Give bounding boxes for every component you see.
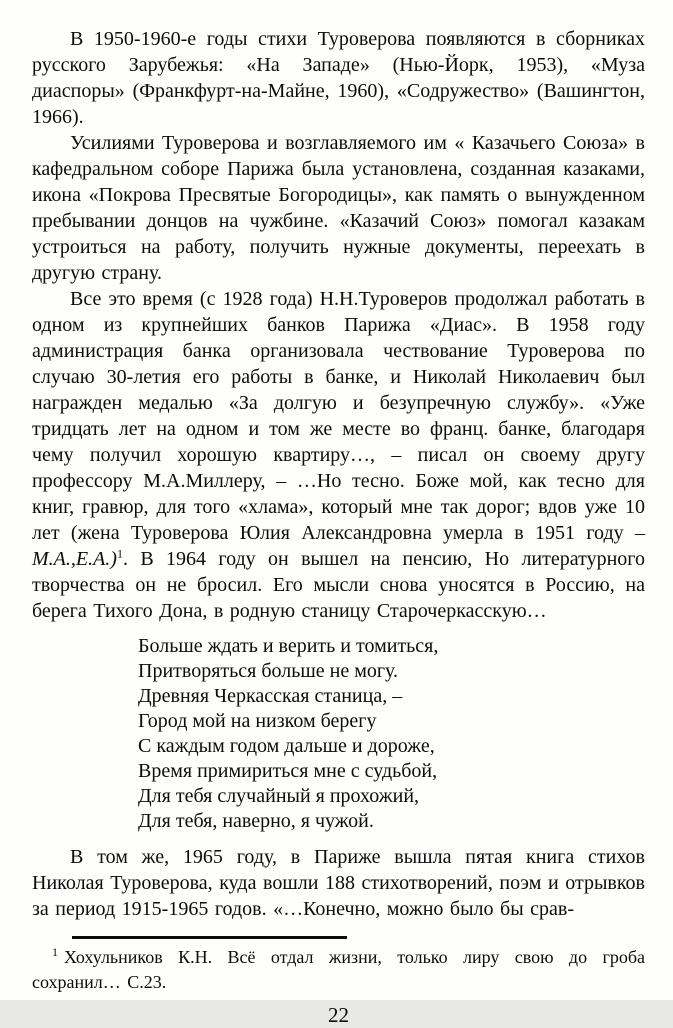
footnote-marker: 1	[52, 945, 58, 959]
body-paragraph-3	[32, 286, 645, 624]
paragraph-text: Все это время (с 1928 года) Н.Н.Туроверов продолжал работать в одном из крупнейших банков Парижа «Диас». В 1958 году администрация банка организовала чествование Туроверова по случаю 30-летия его работы в банке, и Николай Николаевич был награжден медалью «За долгую и безупречную службу». «Уже тридцать лет на одном и том же месте во франц. банке, благодаря чему получил хорошую квартиру…, – писал он своему другу профессору М.А.Миллеру, – …Но тесно. Боже мой, как тесно для книг, гравюр, для того «хлама», который мне так дорог; вдов уже 10 лет (жена Туроверова Юлия Александровна умерла в 1951 году –	[32, 288, 645, 544]
body-paragraph-4: В том же, 1965 году, в Париже вышла пятая книга стихов Николая Туроверова, куда вошли 188 стихотворений, поэм и отрывков за период 1915-1965 годов. «…Конечно, можно было бы срав-	[32, 846, 645, 920]
poem-line: Для тебя случайный я прохожий,	[138, 785, 420, 807]
footnote-separator-rule	[72, 936, 347, 939]
footnote-reference: 1	[116, 546, 123, 561]
poem-line: Больше ждать и верить и томиться,	[138, 635, 439, 657]
footnote-text: Хохульников К.Н. Всё отдал жизни, только лиру свою до гроба сохранил… С.23.	[32, 947, 645, 992]
body-paragraph-2: Усилиями Туроверова и возглавляемого им « Казачьего Союза» в кафедральном соборе Парижа была установлена, созданная казаками, икона «Покрова Пресвятые Богородицы», как память о вынужденном пребывании донцов на чужбине. «Казачий Союз» помогал казакам устроиться на работу, получить нужные документы, переехать в другую страну.	[32, 132, 645, 284]
poem-line: С каждым годом дальше и дороже,	[138, 735, 435, 757]
poem-line: Город мой на низком берегу	[138, 710, 377, 732]
poem-block	[138, 634, 645, 834]
poem-line: Древняя Черкасская станица, –	[138, 685, 403, 707]
paragraph-text: . В 1964 году он вышел на пенсию, Но литературного творчества он не бросил. Его мысли снова уносятся в Россию, на берега Тихого Дона, в родную станицу Старочеркасскую…	[32, 548, 645, 622]
poem-line: Время примириться мне с судьбой,	[138, 760, 438, 782]
footnote	[32, 945, 645, 995]
footnote-area	[32, 936, 645, 995]
poem-line: Для тебя, наверно, я чужой.	[138, 810, 374, 832]
body-paragraph-1: В 1950-1960-е годы стихи Туроверова появляются в сборниках русского Зарубежья: «На Западе» (Нью-Йорк, 1953), «Муза диаспоры» (Франкфурт-на-Майне, 1960), «Содружество» (Вашингтон, 1966).	[32, 28, 645, 128]
page-number: 22	[328, 1003, 349, 1027]
page-body	[32, 26, 645, 922]
italic-initials: М.А.,Е.А.)	[32, 548, 117, 570]
poem-line: Притворяться больше не могу.	[138, 660, 399, 682]
